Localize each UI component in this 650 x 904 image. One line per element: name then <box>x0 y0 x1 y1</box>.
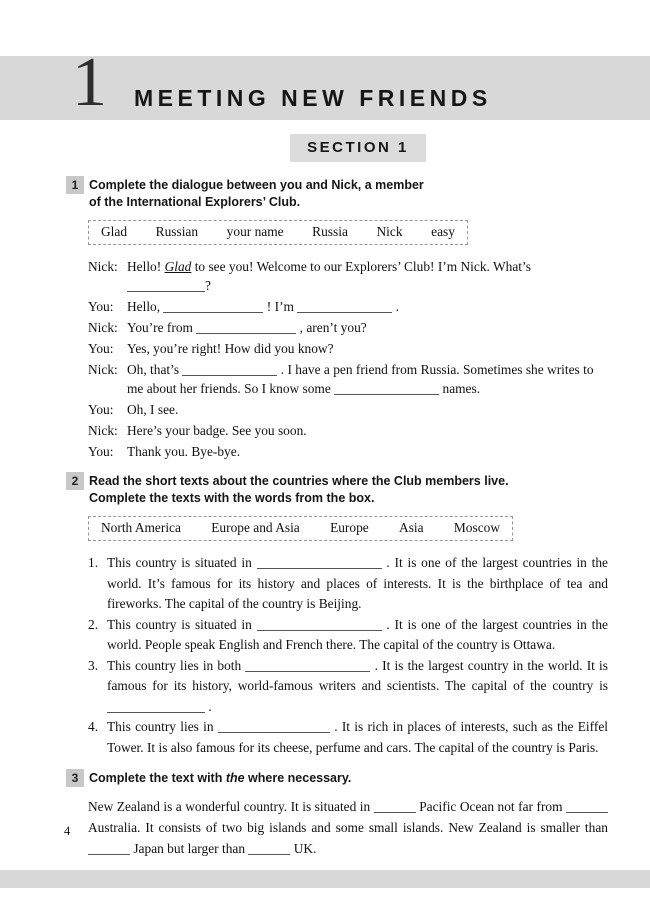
word-bank-word: Europe and Asia <box>211 520 300 535</box>
word-bank-2 <box>88 516 513 541</box>
answer-blank[interactable] <box>257 556 382 569</box>
country-texts <box>88 553 608 758</box>
word-bank-word: Russian <box>155 224 199 239</box>
item-number: 4. <box>88 719 99 734</box>
dialogue-line: Nick: Hello! Glad to see you! Welcome to our Explorers’ Club! I’m Nick. What’s ? <box>88 259 531 293</box>
answer-blank[interactable] <box>196 321 296 334</box>
dialogue-line: You: Oh, I see. <box>88 402 179 417</box>
exercise-3 <box>66 769 608 859</box>
item-number: 2. <box>88 616 99 632</box>
dialogue-line: You: Yes, you’re right! How did you know? <box>88 341 334 356</box>
exercise-1-header <box>66 176 608 211</box>
dialogue-line: Nick: Here’s your badge. See you soon. <box>88 423 307 438</box>
footer-band <box>0 870 650 888</box>
answer-blank[interactable] <box>334 382 439 395</box>
dialogue-speaker: You: <box>88 341 114 356</box>
dialogue-speaker: Nick: <box>88 259 118 274</box>
item-number: 1. <box>88 555 99 570</box>
word-bank-word: North America <box>101 520 181 535</box>
exercise-3-text: New Zealand is a wonderful country. It is situated in Pacific Ocean not far from Australia. It consists of two big islands and some small islands. New Zealand is smaller than Japan but larger than UK. <box>88 799 608 856</box>
country-text-item: 4. This country lies in . It is rich in places of interests, such as the Eiffel Tower. It is also famous for its cheese, perfume and cars. The capital of the country is Paris. <box>88 719 608 755</box>
word-bank-word: Glad <box>101 224 128 239</box>
dialogue-line: You: Hello, ! I’m . <box>88 299 399 314</box>
word-bank-word: your name <box>226 224 284 239</box>
word-bank-word: Moscow <box>453 520 500 535</box>
dialogue-speaker: You: <box>88 299 114 314</box>
exercise-2 <box>66 472 608 758</box>
word-bank-word: Europe <box>330 520 369 535</box>
exercise-3-instruction: Complete the text with the where necessary. <box>89 771 352 785</box>
word-bank-1 <box>88 220 468 245</box>
dialogue-line: You: Thank you. Bye-bye. <box>88 444 241 459</box>
dialogue-speaker: You: <box>88 444 114 459</box>
answer-blank[interactable] <box>218 720 330 733</box>
italic-word: the <box>225 771 245 785</box>
exercise-1 <box>66 176 608 461</box>
answer-blank[interactable] <box>257 618 382 631</box>
dialogue-speaker: You: <box>88 402 114 417</box>
exercise-1-instruction: Complete the dialogue between you and Nick, a member of the International Explorers’ Club. <box>89 178 424 209</box>
dialogue-line: Nick: You’re from , aren’t you? <box>88 320 367 335</box>
section-badge: SECTION 1 <box>290 134 426 162</box>
exercise-2-number: 2 <box>66 472 84 490</box>
page-content <box>66 176 608 870</box>
answer-blank[interactable] <box>88 842 130 855</box>
exercise-1-number: 1 <box>66 176 84 194</box>
exercise-2-header <box>66 472 608 507</box>
exercise-2-instruction: Read the short texts about the countries where the Club members live. Complete the texts with the words from the box. <box>89 474 509 505</box>
answer-blank[interactable] <box>182 363 277 376</box>
unit-number: 1 <box>72 44 107 121</box>
word-bank-word: Russia <box>312 224 348 239</box>
example-answer: Glad <box>164 259 192 274</box>
dialogue-speaker: Nick: <box>88 423 118 438</box>
dialogue-speaker: Nick: <box>88 362 118 377</box>
answer-blank[interactable] <box>297 300 392 313</box>
exercise-3-header <box>66 769 608 787</box>
answer-blank[interactable] <box>107 700 205 713</box>
item-number: 3. <box>88 657 99 673</box>
country-text-item: 1. This country is situated in . It is one of the largest countries in the world. It’s famous for its history and places of interests. It is the birthplace of tea and fireworks. The capital of the country is Beijing. <box>88 555 609 611</box>
exercise-3-number: 3 <box>66 769 84 787</box>
unit-title: MEETING NEW FRIENDS <box>134 85 492 111</box>
word-bank-word: Nick <box>376 224 403 239</box>
dialogue-line: Nick: Oh, that’s . I have a pen friend from Russia. Sometimes she writes to me about her friends. So I know some names. <box>88 362 594 396</box>
dialogue-speaker: Nick: <box>88 320 118 335</box>
answer-blank[interactable] <box>374 800 416 813</box>
answer-blank[interactable] <box>245 659 370 672</box>
answer-blank[interactable] <box>248 842 290 855</box>
dialogue <box>88 257 608 461</box>
country-text-item: 2. This country is situated in . It is one of the largest countries in the world. People speak English and French there. The capital of the country is Ottawa. <box>88 616 609 652</box>
answer-blank[interactable] <box>127 279 205 292</box>
word-bank-word: easy <box>431 224 455 239</box>
page-number: 4 <box>64 824 71 838</box>
answer-blank[interactable] <box>566 800 608 813</box>
answer-blank[interactable] <box>163 300 263 313</box>
country-text-item: 3. This country lies in both . It is the largest country in the world. It is famous for its history, world-famous writers and scientists. The capital of the country is . <box>88 657 608 714</box>
word-bank-word: Asia <box>399 520 424 535</box>
